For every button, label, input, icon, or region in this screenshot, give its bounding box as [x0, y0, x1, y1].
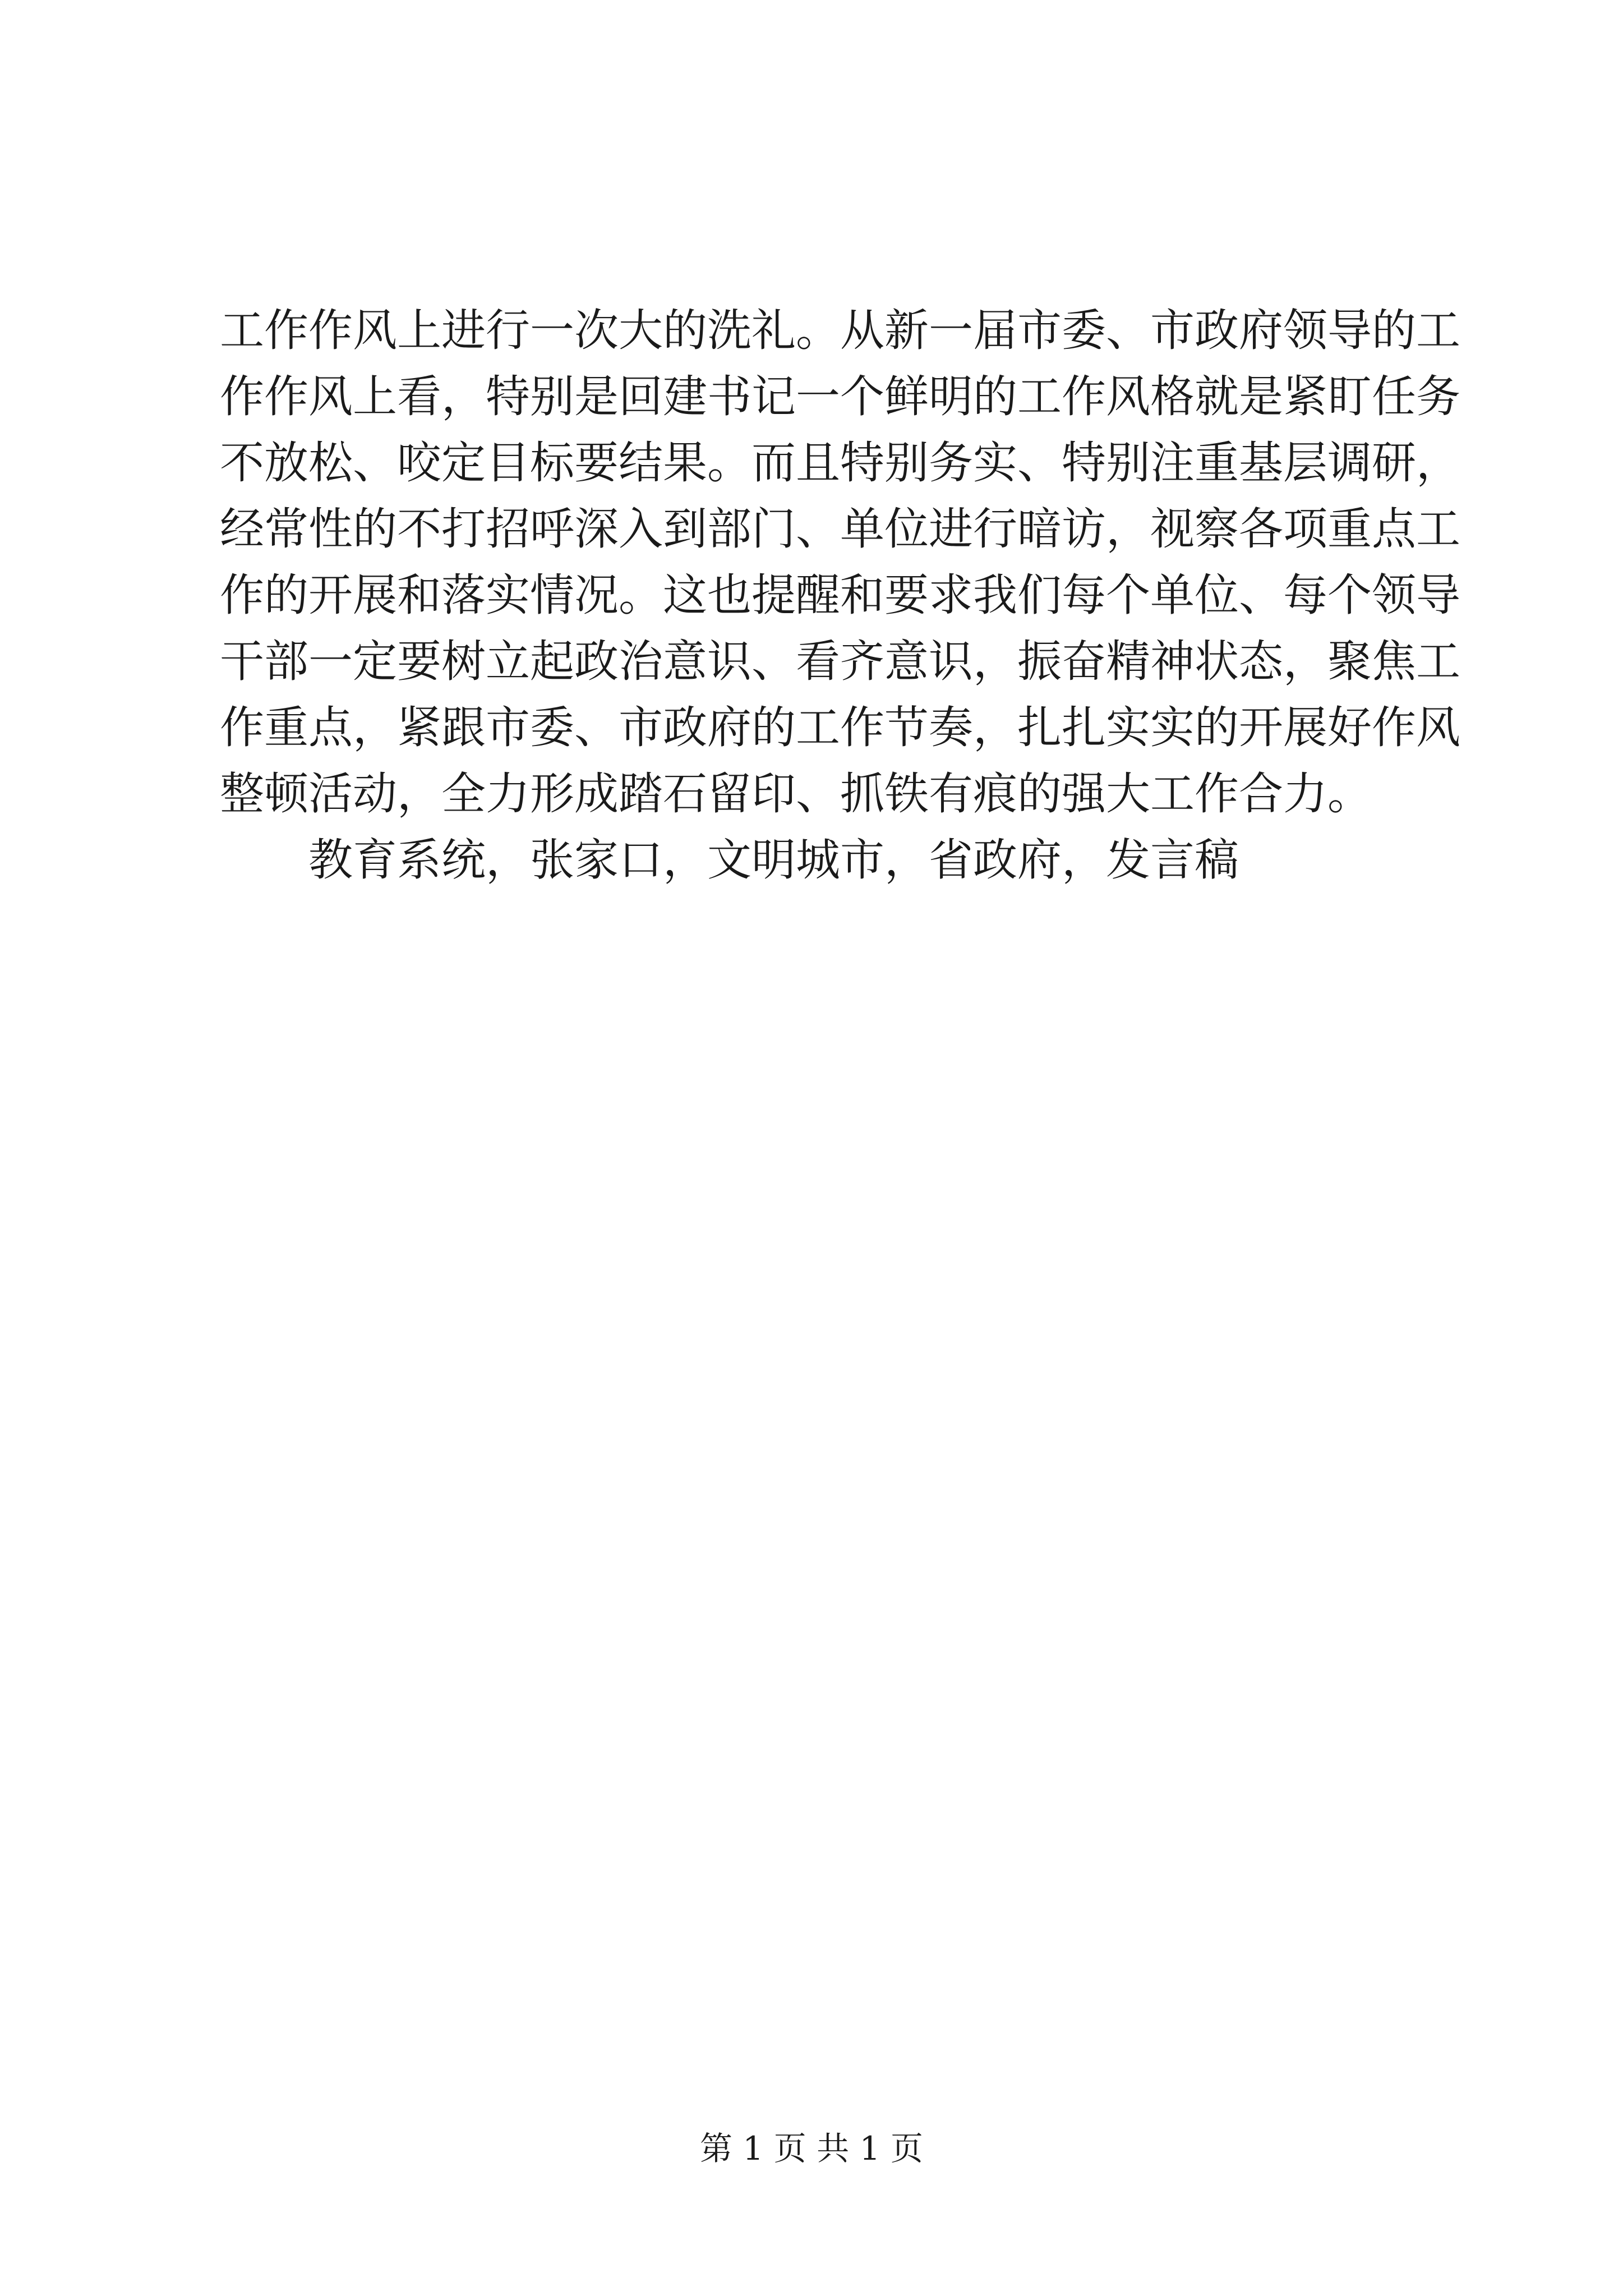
- paragraph-line-7: 作重点，紧跟市委、市政府的工作节奏，扎扎实实的开展好作风: [220, 702, 1460, 753]
- paragraph-line-8: 整顿活动，全力形成踏石留印、抓铁有痕的强大工作合力。: [220, 768, 1372, 820]
- paragraph-line-4: 经常性的不打招呼深入到部门、单位进行暗访，视察各项重点工: [220, 503, 1460, 555]
- paragraph-line-3: 不放松、咬定目标要结果。而且特别务实、特别注重基层调研，: [220, 437, 1460, 489]
- body-paragraph: [220, 297, 1460, 893]
- paragraph-line-6: 干部一定要树立起政治意识、看齐意识，振奋精神状态，聚焦工: [220, 636, 1460, 687]
- paragraph-line-2: 作作风上看，特别是回建书记一个鲜明的工作风格就是紧盯任务: [220, 371, 1460, 422]
- paragraph-line-5: 作的开展和落实情况。这也提醒和要求我们每个单位、每个领导: [220, 569, 1460, 621]
- page-footer: 第 1 页 共 1 页: [700, 2129, 923, 2168]
- keywords-line: 教育系统，张家口，文明城市，省政府，发言稿: [308, 834, 1239, 886]
- paragraph-line-1: 工作作风上进行一次大的洗礼。从新一届市委、市政府领导的工: [220, 305, 1460, 356]
